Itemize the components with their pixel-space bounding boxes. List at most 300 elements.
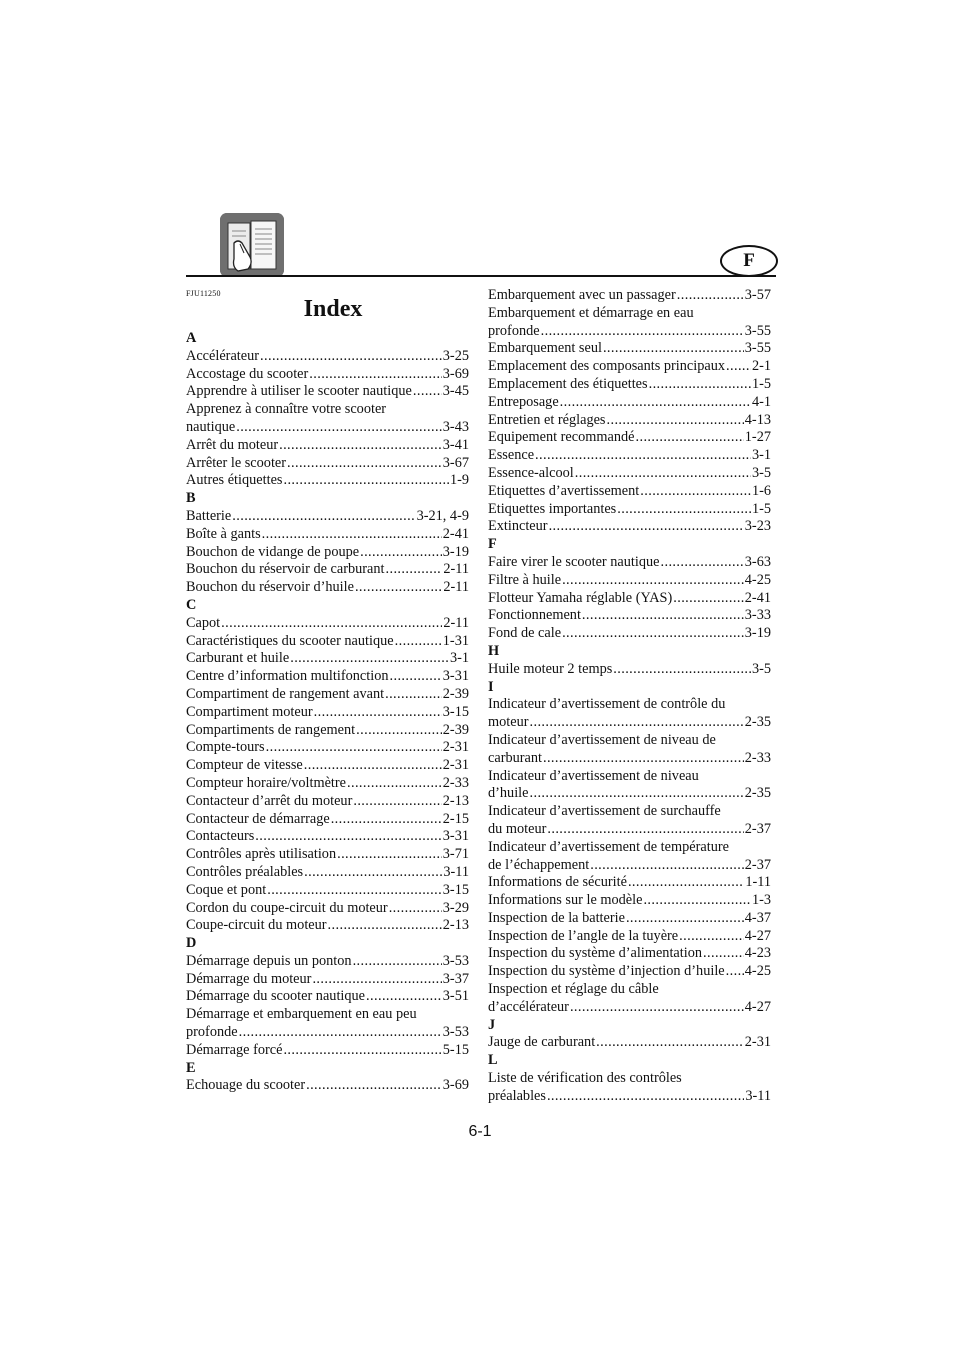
index-entry <box>488 1088 771 1106</box>
index-entry <box>186 383 469 401</box>
dot-leader <box>304 757 442 775</box>
index-entry-text: Contrôles après utilisation <box>186 846 337 863</box>
index-entry-text: Faire virer le scooter nautique <box>488 553 660 570</box>
dot-leader <box>677 287 744 305</box>
index-entry <box>488 376 771 394</box>
dot-leader <box>547 1088 744 1106</box>
index-entry-page: 4-25 <box>744 571 771 588</box>
index-entry-text: Emplacement des composants principaux <box>488 358 726 375</box>
dot-leader <box>549 518 744 536</box>
dot-leader <box>395 633 442 651</box>
dot-leader <box>562 625 744 643</box>
index-letter-heading: L <box>488 1052 498 1069</box>
index-entry <box>186 793 469 811</box>
index-entry-text: Entretien et réglages <box>488 411 606 428</box>
index-entry-text: carburant <box>488 749 542 766</box>
index-entry-text: Huile moteur 2 temps <box>488 660 613 677</box>
index-entry-page: 1-27 <box>744 429 771 446</box>
index-entry <box>488 999 771 1017</box>
index-entry-text: Cordon du coupe-circuit du moteur <box>186 899 388 916</box>
index-entry-text: Indicateur d’avertissement de température <box>488 838 729 855</box>
index-entry <box>186 775 469 793</box>
index-letter-heading: E <box>186 1059 196 1076</box>
index-entry <box>186 348 469 366</box>
dot-leader <box>703 945 744 963</box>
index-entry-text: nautique <box>186 418 236 435</box>
index-entry-text: Compartiments de rangement <box>186 721 356 738</box>
dot-leader <box>353 793 441 811</box>
index-entry <box>488 661 771 679</box>
index-entry-page: 4-23 <box>744 945 771 962</box>
index-entry-text: Informations sur le modèle <box>488 892 643 909</box>
index-entry-page: 3-11 <box>745 1087 771 1104</box>
index-entry-page: 2-1 <box>751 358 771 375</box>
index-entry-text: Flotteur Yamaha réglable (YAS) <box>488 589 673 606</box>
page-number: 6-1 <box>468 1123 492 1140</box>
index-entry <box>186 846 469 864</box>
index-entry-page: 2-39 <box>442 721 469 738</box>
index-entry-page: 3-33 <box>744 607 771 624</box>
index-entry-page: 2-11 <box>443 579 469 596</box>
dot-leader <box>347 775 442 793</box>
index-entry-text: Centre d’information multifonction <box>186 668 389 685</box>
index-entry-text: Fonctionnement <box>488 607 581 624</box>
index-entry-text: de l’échappement <box>488 856 590 873</box>
dot-leader <box>596 1034 744 1052</box>
index-column-left <box>186 330 469 1095</box>
index-entry-text: Jauge de carburant <box>488 1034 596 1051</box>
index-entry <box>488 857 771 875</box>
index-entry-page: 2-35 <box>744 785 771 802</box>
index-entry <box>186 561 469 579</box>
dot-leader <box>726 358 751 376</box>
index-entry <box>186 864 469 882</box>
index-entry-page: 4-27 <box>744 998 771 1015</box>
index-entry-page: 2-15 <box>442 810 469 827</box>
index-entry-page: 4-1 <box>751 393 771 410</box>
index-entry-text: Contrôles préalables <box>186 863 304 880</box>
index-entry-page: 1-5 <box>751 500 771 517</box>
index-entry <box>186 472 469 490</box>
index-entry-text: Echouage du scooter <box>186 1077 306 1094</box>
index-entry-page: 1-31 <box>442 632 469 649</box>
manual-book-icon <box>220 213 284 277</box>
index-entry-text: Accostage du scooter <box>186 365 309 382</box>
dot-leader <box>562 572 744 590</box>
dot-leader <box>353 953 442 971</box>
dot-leader <box>603 340 744 358</box>
index-entry-page: 1-5 <box>751 375 771 392</box>
index-entry-page: 3-31 <box>442 668 469 685</box>
index-entry-text: Inspection du système d’injection d’huile <box>488 963 725 980</box>
index-entry-text: profonde <box>488 322 540 339</box>
index-entry <box>186 455 469 473</box>
index-entry-page: 3-37 <box>442 970 469 987</box>
header-rule <box>186 275 776 277</box>
index-entry-page: 3-29 <box>442 899 469 916</box>
index-letter-heading: I <box>488 678 494 695</box>
index-entry <box>186 953 469 971</box>
dot-leader <box>312 971 441 989</box>
index-entry-page: 4-27 <box>744 927 771 944</box>
index-entry-text: Compartiment moteur <box>186 703 313 720</box>
dot-leader <box>262 526 442 544</box>
index-entry-text: Démarrage du scooter nautique <box>186 988 366 1005</box>
index-entry-text: Caractéristiques du scooter nautique <box>186 632 394 649</box>
dot-leader <box>232 508 415 526</box>
index-entry-page: 2-11 <box>443 614 469 631</box>
dot-leader <box>239 1024 442 1042</box>
dot-leader <box>356 722 442 740</box>
index-entry <box>488 785 771 803</box>
index-entry <box>488 963 771 981</box>
index-entry-text: Contacteurs <box>186 828 255 845</box>
index-entry-text: Compteur de vitesse <box>186 757 303 774</box>
index-entry <box>488 501 771 519</box>
index-entry-page: 2-41 <box>744 589 771 606</box>
index-entry-text: Coque et pont <box>186 881 267 898</box>
index-entry-page: 3-31 <box>442 828 469 845</box>
dot-leader <box>337 846 442 864</box>
dot-leader <box>535 447 751 465</box>
index-entry <box>186 366 469 384</box>
index-entry <box>186 882 469 900</box>
index-entry-text: Carburant et huile <box>186 650 290 667</box>
index-letter-heading: A <box>186 330 197 346</box>
index-entry-text: moteur <box>488 714 529 731</box>
dot-leader <box>287 455 442 473</box>
index-entry-text: Fond de cale <box>488 625 562 642</box>
index-entry-page: 1-9 <box>449 472 469 489</box>
index-entry-text: Capot <box>186 614 221 631</box>
dot-leader <box>331 811 442 829</box>
index-entry-page: 5-15 <box>442 1041 469 1058</box>
index-entry <box>186 704 469 722</box>
index-entry-page: 2-13 <box>442 792 469 809</box>
index-entry-page: 3-19 <box>744 625 771 642</box>
index-entry-page: 3-51 <box>442 988 469 1005</box>
index-entry-text: Emplacement des étiquettes <box>488 375 648 392</box>
index-entry <box>186 811 469 829</box>
dot-leader <box>306 1077 442 1095</box>
dot-leader <box>267 882 442 900</box>
dot-leader <box>547 821 743 839</box>
index-entry-text: Démarrage forcé <box>186 1041 283 1058</box>
index-entry-page: 3-45 <box>442 383 469 400</box>
index-entry-text: Coupe-circuit du moteur <box>186 917 327 934</box>
index-entry-page: 3-69 <box>442 365 469 382</box>
index-entry-text: Compartiment de rangement avant <box>186 685 385 702</box>
dot-leader <box>661 554 744 572</box>
page-title: Index <box>303 296 363 322</box>
index-entry-page: 3-63 <box>744 553 771 570</box>
index-entry <box>488 874 771 892</box>
index-entry <box>186 419 469 437</box>
index-entry-text: Batterie <box>186 507 232 524</box>
index-entry-text: Démarrage depuis un ponton <box>186 952 352 969</box>
dot-leader <box>643 892 750 910</box>
index-entry-text: Inspection de l’angle de la tuyère <box>488 927 679 944</box>
index-entry-text: Démarrage et embarquement en eau peu <box>186 1006 417 1023</box>
dot-leader <box>649 376 751 394</box>
index-entry-text: du moteur <box>488 820 547 837</box>
index-letter-heading: F <box>488 536 497 553</box>
dot-leader <box>283 472 448 490</box>
index-entry <box>488 572 771 590</box>
index-entry <box>186 739 469 757</box>
index-entry-text: Etiquettes importantes <box>488 500 617 517</box>
index-entry-text: d’accélérateur <box>488 998 569 1015</box>
index-entry <box>488 287 771 305</box>
dot-leader <box>626 910 744 928</box>
index-entry-text: Embarquement avec un passager <box>488 287 676 303</box>
index-entry-text: Indicateur d’avertissement de niveau <box>488 767 699 784</box>
dot-leader <box>314 704 442 722</box>
dot-leader <box>279 437 442 455</box>
dot-leader <box>628 874 744 892</box>
index-entry-page: 3-25 <box>442 347 469 364</box>
index-entry <box>186 526 469 544</box>
index-entry <box>186 668 469 686</box>
index-entry <box>488 625 771 643</box>
index-entry-text: préalables <box>488 1087 546 1104</box>
index-entry-text: Indicateur d’avertissement de contrôle du <box>488 696 726 713</box>
index-entry <box>186 686 469 704</box>
index-entry <box>488 340 771 358</box>
dot-leader <box>613 661 751 679</box>
dot-leader <box>541 323 744 341</box>
index-entry <box>488 323 771 341</box>
index-entry <box>488 590 771 608</box>
index-entry <box>186 1077 469 1095</box>
index-entry-page: 4-13 <box>744 411 771 428</box>
dot-leader <box>543 750 744 768</box>
index-column-right <box>488 287 771 1106</box>
dot-leader <box>530 714 744 732</box>
index-entry-text: Bouchon de vidange de poupe <box>186 543 360 560</box>
index-entry-page: 3-41 <box>442 436 469 453</box>
index-entry-text: Informations de sécurité <box>488 874 627 891</box>
index-entry-text: Accélérateur <box>186 347 260 364</box>
index-entry-text: Etiquettes d’avertissement <box>488 482 640 499</box>
index-entry-text: Inspection du système d’alimentation <box>488 945 703 962</box>
index-entry-text: profonde <box>186 1024 238 1041</box>
index-letter-heading: H <box>488 642 500 659</box>
dot-leader <box>530 785 744 803</box>
dot-leader <box>283 1042 441 1060</box>
index-entry <box>186 615 469 633</box>
index-entry-page: 2-31 <box>442 739 469 756</box>
index-entry <box>488 447 771 465</box>
dot-leader <box>386 561 443 579</box>
dot-leader <box>389 900 442 918</box>
index-entry <box>488 465 771 483</box>
index-entry-text: Essence-alcool <box>488 464 574 481</box>
index-entry <box>488 945 771 963</box>
dot-leader <box>221 615 442 633</box>
index-entry-text: d’huile <box>488 785 529 802</box>
index-entry-page: 2-31 <box>744 1034 771 1051</box>
index-entry-text: Contacteur de démarrage <box>186 810 330 827</box>
index-letter-heading: D <box>186 935 197 952</box>
index-entry <box>488 483 771 501</box>
index-entry-text: Entreposage <box>488 393 559 410</box>
index-entry <box>186 579 469 597</box>
index-entry-page: 3-71 <box>442 846 469 863</box>
index-entry-text: Indicateur d’avertissement de niveau de <box>488 731 716 748</box>
index-entry-text: Equipement recommandé <box>488 429 635 446</box>
index-entry-page: 3-57 <box>744 287 771 303</box>
index-entry <box>488 554 771 572</box>
index-entry-text: Essence <box>488 447 535 464</box>
index-entry <box>488 429 771 447</box>
index-entry <box>488 607 771 625</box>
index-entry-page: 2-35 <box>744 714 771 731</box>
index-entry-text: Démarrage du moteur <box>186 970 312 987</box>
index-entry-text: Filtre à huile <box>488 571 562 588</box>
index-letter-heading: B <box>186 490 196 507</box>
index-entry-page: 3-67 <box>442 454 469 471</box>
dot-leader <box>360 544 442 562</box>
index-entry-page: 3-15 <box>442 703 469 720</box>
dot-leader <box>617 501 751 519</box>
index-entry <box>186 650 469 668</box>
index-entry-page: 1-3 <box>751 892 771 909</box>
index-entry-text: Arrêter le scooter <box>186 454 287 471</box>
index-entry-text: Embarquement et démarrage en eau <box>488 304 694 321</box>
index-entry-page: 2-37 <box>744 820 771 837</box>
index-entry-text: Inspection et réglage du câble <box>488 981 659 998</box>
index-entry <box>186 544 469 562</box>
index-entry-text: Autres étiquettes <box>186 472 283 489</box>
index-entry-page: 3-55 <box>744 340 771 357</box>
dot-leader <box>607 412 744 430</box>
dot-leader <box>236 419 442 437</box>
index-entry <box>186 633 469 651</box>
index-entry-page: 1-11 <box>745 874 771 891</box>
index-entry-page: 3-53 <box>442 1024 469 1041</box>
index-entry-text: Inspection de la batterie <box>488 909 625 926</box>
dot-leader <box>260 348 442 366</box>
index-entry-page: 2-33 <box>744 749 771 766</box>
index-entry-text: Apprendre à utiliser le scooter nautique <box>186 383 412 400</box>
dot-leader <box>309 366 442 384</box>
index-entry <box>488 1034 771 1052</box>
index-entry-page: 1-6 <box>751 482 771 499</box>
index-entry-page: 3-23 <box>744 518 771 535</box>
index-entry-text: Contacteur d’arrêt du moteur <box>186 792 353 809</box>
index-entry-text: Compteur horaire/voltmètre <box>186 774 346 791</box>
dot-leader <box>582 607 744 625</box>
index-entry-text: Extincteur <box>488 518 548 535</box>
index-entry-page: 3-21, 4-9 <box>416 507 469 524</box>
index-entry-page: 3-1 <box>751 447 771 464</box>
index-entry-page: 2-39 <box>442 685 469 702</box>
index-entry <box>488 910 771 928</box>
dot-leader <box>636 429 744 447</box>
dot-leader <box>290 650 449 668</box>
index-entry <box>186 828 469 846</box>
index-entry <box>186 1042 469 1060</box>
index-letter-heading: C <box>186 596 197 613</box>
index-entry-text: Indicateur d’avertissement de surchauffe <box>488 803 721 820</box>
document-code: FJU11250 <box>186 289 221 298</box>
index-entry <box>488 892 771 910</box>
index-entry-page: 3-15 <box>442 881 469 898</box>
index-entry-page: 3-43 <box>442 418 469 435</box>
index-entry-page: 2-31 <box>442 757 469 774</box>
index-entry-page: 3-69 <box>442 1077 469 1094</box>
index-entry <box>488 358 771 376</box>
dot-leader <box>673 590 744 608</box>
index-entry-page: 3-53 <box>442 952 469 969</box>
index-entry <box>186 988 469 1006</box>
index-entry <box>186 900 469 918</box>
dot-leader <box>355 579 442 597</box>
index-entry <box>186 1024 469 1042</box>
index-entry <box>488 750 771 768</box>
dot-leader <box>679 928 744 946</box>
index-entry <box>488 518 771 536</box>
index-entry-text: Bouchon du réservoir d’huile <box>186 579 354 596</box>
index-entry <box>186 722 469 740</box>
index-entry-page: 3-5 <box>751 660 771 677</box>
index-entry-text: Bouchon du réservoir de carburant <box>186 561 385 578</box>
dot-leader <box>590 857 744 875</box>
index-entry-page: 3-11 <box>443 863 469 880</box>
index-entry <box>186 917 469 935</box>
index-entry-page: 2-11 <box>443 561 469 578</box>
dot-leader <box>640 483 751 501</box>
index-entry-page: 4-25 <box>744 963 771 980</box>
dot-leader <box>390 668 442 686</box>
dot-leader <box>304 864 442 882</box>
dot-leader <box>570 999 744 1017</box>
index-entry <box>488 714 771 732</box>
dot-leader <box>413 383 442 401</box>
index-entry <box>488 821 771 839</box>
index-entry <box>488 928 771 946</box>
index-entry-page: 3-19 <box>442 543 469 560</box>
dot-leader <box>266 739 442 757</box>
index-entry-text: Liste de vérification des contrôles <box>488 1070 682 1087</box>
index-entry <box>186 971 469 989</box>
index-entry-page: 3-5 <box>751 464 771 481</box>
dot-leader <box>575 465 751 483</box>
index-entry-text: Embarquement seul <box>488 340 602 357</box>
index-entry-page: 2-41 <box>442 525 469 542</box>
dot-leader <box>255 828 441 846</box>
index-entry <box>488 412 771 430</box>
index-letter-heading: J <box>488 1016 496 1033</box>
index-entry-page: 3-1 <box>449 650 469 667</box>
index-entry <box>186 508 469 526</box>
index-entry <box>186 757 469 775</box>
language-badge: F <box>720 245 778 277</box>
dot-leader <box>726 963 744 981</box>
index-entry-page: 4-37 <box>744 909 771 926</box>
index-entry-page: 2-37 <box>744 856 771 873</box>
dot-leader <box>385 686 442 704</box>
dot-leader <box>328 917 442 935</box>
index-entry-text: Compte-tours <box>186 739 265 756</box>
index-entry-text: Arrêt du moteur <box>186 436 279 453</box>
index-entry-page: 3-55 <box>744 322 771 339</box>
index-entry <box>186 437 469 455</box>
index-entry-text: Boîte à gants <box>186 525 261 542</box>
index-entry-page: 2-13 <box>442 917 469 934</box>
index-entry <box>488 394 771 412</box>
